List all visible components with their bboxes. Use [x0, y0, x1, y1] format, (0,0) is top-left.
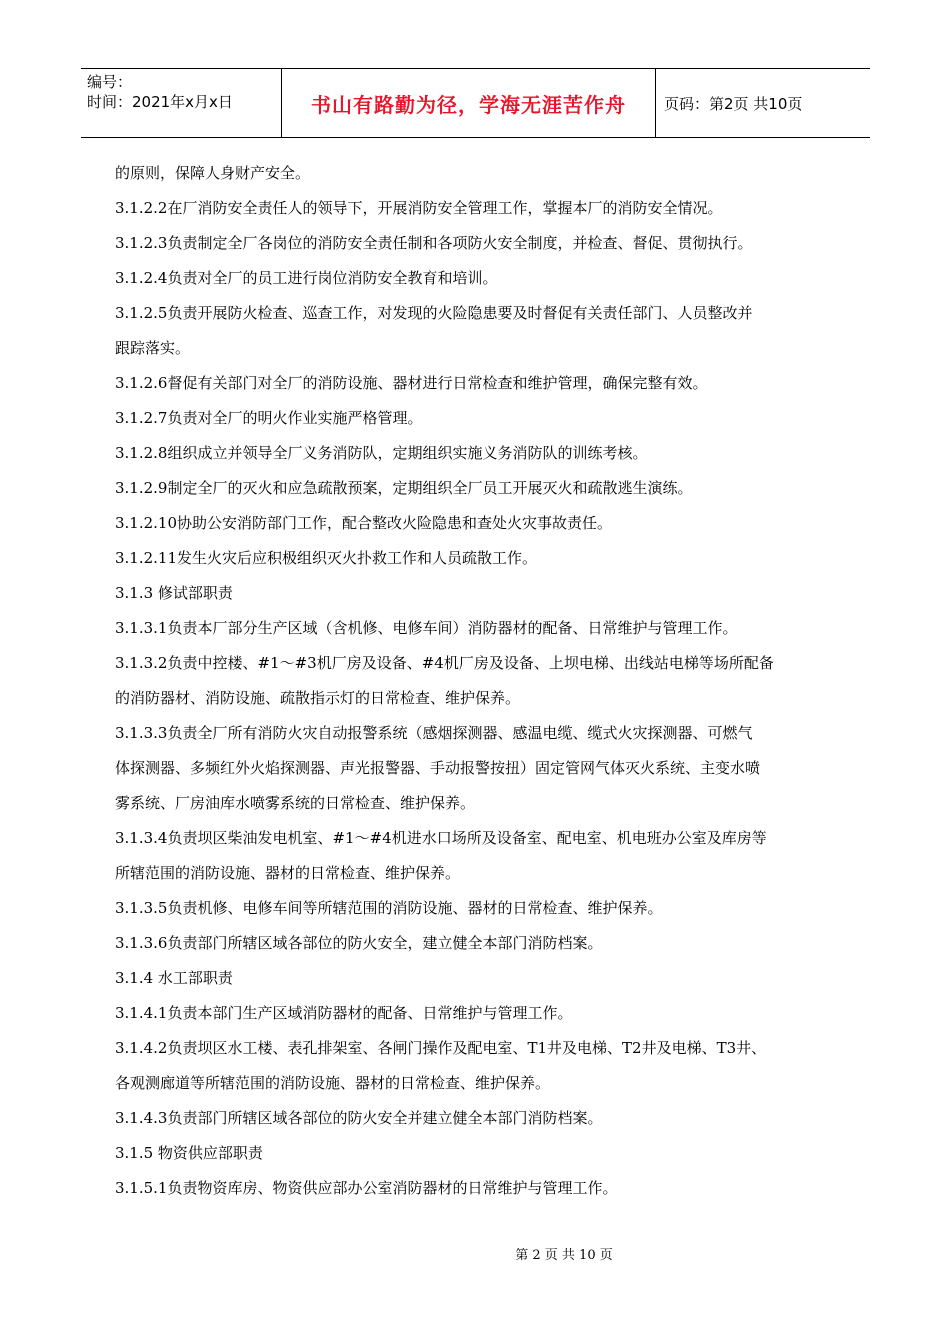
text-line: 3.1.5.1负责物资库房、物资供应部办公室消防器材的日常维护与管理工作。: [115, 1179, 618, 1197]
text-line: 3.1.3.3负责全厂所有消防火灾自动报警系统（感烟探测器、感温电缆、缆式火灾探测器、可燃气: [115, 724, 753, 742]
section-heading: 3.1.5 物资供应部职责: [115, 1144, 263, 1162]
page-header: [81, 68, 870, 138]
document-body: [115, 156, 855, 1206]
text-line: 3.1.4.2负责坝区水工楼、表孔排架室、各闸门操作及配电室、T1井及电梯、T2井及电梯、T3井、: [115, 1039, 767, 1057]
text-line: 3.1.2.4负责对全厂的员工进行岗位消防安全教育和培训。: [115, 269, 498, 287]
header-left: [81, 69, 281, 137]
text-line: 3.1.3.5负责机修、电修车间等所辖范围的消防设施、器材的日常检查、维护保养。: [115, 899, 663, 917]
text-line: 3.1.2.3负责制定全厂各岗位的消防安全责任制和各项防火安全制度，并检查、督促、贯彻执行。: [115, 234, 753, 252]
text-line: 3.1.2.11发生火灾后应积极组织灭火扑救工作和人员疏散工作。: [115, 549, 538, 567]
text-line: 3.1.2.2在厂消防安全责任人的领导下，开展消防安全管理工作，掌握本厂的消防安全情况。: [115, 199, 723, 217]
page-footer: 第 2 页 共 10 页: [515, 1248, 613, 1263]
text-line: 3.1.3.2负责中控楼、#1～#3机厂房及设备、#4机厂房及设备、上坝电梯、出线站电梯等场所配备: [115, 654, 774, 672]
text-line: 3.1.4.1负责本部门生产区域消防器材的配备、日常维护与管理工作。: [115, 1004, 573, 1022]
text-line: 所辖范围的消防设施、器材的日常检查、维护保养。: [115, 864, 461, 882]
text-line: 3.1.3.1负责本厂部分生产区域（含机修、电修车间）消防器材的配备、日常维护与管理工作。: [115, 619, 738, 637]
text-line: 体探测器、多频红外火焰探测器、声光报警器、手动报警按扭）固定管网气体灭火系统、主变水喷: [115, 759, 761, 777]
motto: 书山有路勤为径，学海无涯苦作舟: [311, 92, 626, 117]
section-heading: 3.1.4 水工部职责: [115, 969, 233, 987]
header-motto-cell: [281, 69, 656, 137]
text-line: 3.1.3.6负责部门所辖区域各部位的防火安全，建立健全本部门消防档案。: [115, 934, 603, 952]
text-line: 3.1.2.5负责开展防火检查、巡查工作，对发现的火险隐患要及时督促有关责任部门、人员整改并: [115, 304, 753, 322]
text-line: 3.1.2.7负责对全厂的明火作业实施严格管理。: [115, 409, 423, 427]
section-heading: 3.1.3 修试部职责: [115, 584, 233, 602]
date-label: 时间：2021年x月x日: [87, 93, 233, 111]
text-line: 跟踪落实。: [115, 339, 191, 357]
text-line: 各观测廊道等所辖范围的消防设施、器材的日常检查、维护保养。: [115, 1074, 551, 1092]
text-line: 雾系统、厂房油库水喷雾系统的日常检查、维护保养。: [115, 794, 476, 812]
header-right: [656, 69, 870, 137]
text-line: 3.1.2.8组织成立并领导全厂义务消防队，定期组织实施义务消防队的训练考核。: [115, 444, 648, 462]
page-label: 页码：第2页 共10页: [664, 94, 803, 113]
text-line: 3.1.2.6督促有关部门对全厂的消防设施、器材进行日常检查和维护管理，确保完整有效。: [115, 374, 708, 392]
text-line: 3.1.2.10协助公安消防部门工作，配合整改火险隐患和查处火灾事故责任。: [115, 514, 613, 532]
text-line: 3.1.4.3负责部门所辖区域各部位的防火安全并建立健全本部门消防档案。: [115, 1109, 603, 1127]
text-line: 3.1.3.4负责坝区柴油发电机室、#1～#4机进水口场所及设备室、配电室、机电班办公室及库房等: [115, 829, 767, 847]
text-line: 的原则，保障人身财产安全。: [115, 164, 311, 182]
number-label: 编号：: [87, 73, 133, 91]
text-line: 的消防器材、消防设施、疏散指示灯的日常检查、维护保养。: [115, 689, 521, 707]
text-line: 3.1.2.9制定全厂的灭火和应急疏散预案，定期组织全厂员工开展灭火和疏散逃生演练。: [115, 479, 693, 497]
